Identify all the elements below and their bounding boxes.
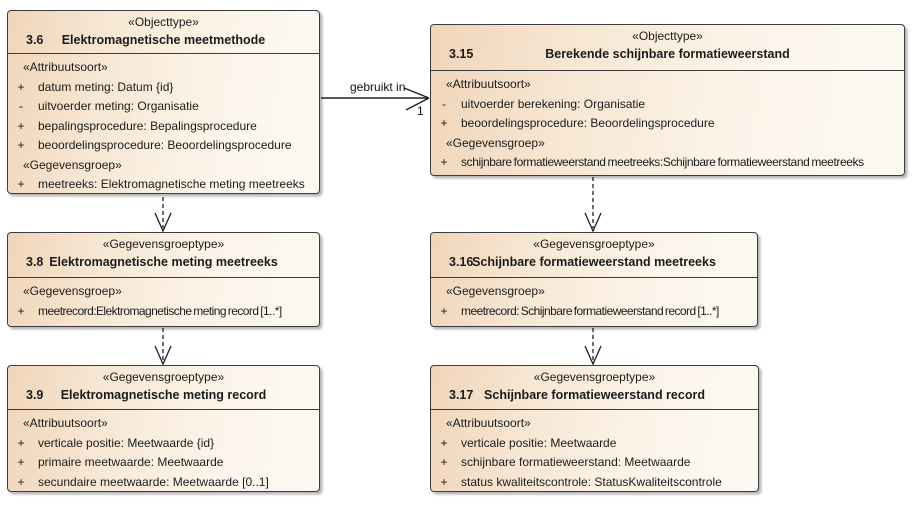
- visibility-marker: +: [440, 303, 448, 318]
- attribute-row: [431, 302, 757, 322]
- section-label: «Gegevensgroep»: [446, 135, 545, 150]
- stereotype-label: «Objecttype»: [632, 29, 703, 43]
- visibility-marker: +: [17, 177, 25, 191]
- visibility-marker: +: [17, 118, 25, 133]
- visibility-marker: +: [17, 474, 25, 489]
- stereotype-label: «Objecttype»: [128, 15, 199, 29]
- attribute-text: meetrecord: Schijnbare formatieweerstand record [1..*]: [461, 303, 719, 318]
- box-number: 3.8: [26, 255, 44, 269]
- attribute-row: [431, 453, 758, 473]
- uml-class-elektromagnetische-meting-record[interactable]: [7, 365, 320, 492]
- attribute-text: datum meting: Datum {id}: [38, 79, 174, 94]
- visibility-marker: +: [440, 455, 448, 469]
- attribute-row: [431, 434, 758, 454]
- attribute-row: [431, 153, 904, 173]
- attribute-text: schijnbare formatieweerstand: Meetwaarde: [461, 455, 691, 469]
- stereotype-label: «Gegevensgroeptype»: [102, 237, 225, 251]
- box-number: 3.9: [26, 388, 44, 402]
- uml-class-elektromagnetische-meetmethode[interactable]: [7, 10, 320, 194]
- visibility-marker: +: [440, 474, 448, 489]
- association-multiplicity: 1: [417, 104, 424, 118]
- visibility-marker: +: [17, 79, 25, 94]
- attribute-text: uitvoerder berekening: Organisatie: [461, 96, 646, 111]
- box-header: [8, 233, 319, 278]
- section-label: «Attribuutsoort»: [446, 416, 531, 430]
- attribute-text: meetreeks: Elektromagnetische meting meetreeks: [38, 177, 305, 191]
- attribute-text: beoordelingsprocedure: Beoordelingsprocedure: [461, 116, 715, 130]
- box-title: Elektromagnetische meetmethode: [61, 33, 266, 47]
- uml-class-schijnbare-formatieweerstand-record[interactable]: [430, 365, 759, 492]
- box-header: [8, 11, 319, 54]
- box-number: 3.15: [449, 47, 474, 61]
- dependency-arrow-3-15-to-3-16[interactable]: [585, 177, 601, 231]
- attribute-text: verticale positie: Meetwaarde: [461, 435, 617, 450]
- attribute-row: [8, 302, 319, 322]
- box-title: Elektromagnetische meting meetreeks: [49, 255, 278, 269]
- visibility-marker: -: [19, 99, 23, 113]
- box-body: [431, 278, 757, 321]
- attribute-row: [8, 78, 319, 98]
- box-number: 3.6: [26, 33, 44, 47]
- visibility-marker: +: [17, 455, 25, 469]
- uml-class-elektromagnetische-meting-meetreeks[interactable]: [7, 232, 320, 327]
- box-body: [8, 410, 319, 492]
- attribute-text: secundaire meetwaarde: Meetwaarde [0..1]: [38, 474, 269, 489]
- stereotype-label: «Gegevensgroeptype»: [533, 237, 655, 251]
- association-label: gebruikt in: [350, 80, 406, 94]
- attribute-text: status kwaliteitscontrole: StatusKwaliteitscontrole: [461, 474, 722, 489]
- attribute-text: beoordelingsprocedure: Beoordelingsprocedure: [38, 138, 292, 152]
- dependency-arrow-3-16-to-3-17[interactable]: [585, 328, 601, 364]
- attribute-row: [8, 473, 319, 493]
- dependency-arrow-3-6-to-3-8[interactable]: [155, 197, 171, 231]
- box-number: 3.16: [449, 255, 474, 269]
- section-label: «Gegevensgroep»: [23, 157, 122, 172]
- visibility-marker: +: [440, 435, 448, 450]
- section-label: «Attribuutsoort»: [23, 60, 108, 74]
- visibility-marker: +: [17, 138, 25, 152]
- section-label: «Gegevensgroep»: [23, 284, 122, 298]
- attribute-text: uitvoerder meting: Organisatie: [38, 99, 199, 113]
- attribute-row: [8, 117, 319, 137]
- box-body: [8, 278, 319, 321]
- box-title: Berekende schijnbare formatieweerstand: [545, 47, 790, 61]
- attribute-row: [431, 114, 904, 134]
- section-label: «Attribuutsoort»: [446, 77, 531, 91]
- visibility-marker: +: [17, 303, 25, 318]
- box-header: [431, 233, 757, 278]
- stereotype-label: «Gegevensgroeptype»: [102, 370, 225, 384]
- box-number: 3.17: [449, 388, 474, 402]
- attribute-row: [8, 453, 319, 473]
- attribute-row: [8, 175, 319, 195]
- uml-class-berekende-schijnbare-formatieweerstand[interactable]: [430, 24, 905, 176]
- dependency-arrow-3-8-to-3-9[interactable]: [155, 328, 171, 364]
- box-body: [431, 410, 758, 492]
- box-title: Elektromagnetische meting record: [60, 388, 267, 402]
- visibility-marker: +: [17, 435, 25, 450]
- box-header: [431, 25, 904, 71]
- uml-class-schijnbare-formatieweerstand-meetreeks[interactable]: [430, 232, 758, 327]
- section-label: «Gegevensgroep»: [446, 284, 545, 298]
- box-title: Schijnbare formatieweerstand meetreeks: [472, 255, 716, 269]
- attribute-text: verticale positie: Meetwaarde {id}: [38, 435, 215, 450]
- attribute-row: [431, 473, 758, 493]
- attribute-text: meetrecord:Elektromagnetische meting record [1..*]: [38, 303, 282, 318]
- attribute-text: bepalingsprocedure: Bepalingsprocedure: [38, 118, 257, 133]
- box-body: [431, 71, 904, 173]
- attribute-row: [8, 97, 319, 117]
- attribute-row: [8, 434, 319, 454]
- box-header: [431, 366, 758, 410]
- visibility-marker: -: [442, 96, 446, 111]
- box-title: Schijnbare formatieweerstand record: [484, 388, 705, 402]
- visibility-marker: +: [440, 116, 448, 130]
- section-label: «Attribuutsoort»: [23, 416, 108, 430]
- attribute-text: primaire meetwaarde: Meetwaarde: [38, 455, 224, 469]
- box-header: [8, 366, 319, 410]
- stereotype-label: «Gegevensgroeptype»: [533, 370, 656, 384]
- attribute-row: [8, 136, 319, 156]
- visibility-marker: +: [440, 155, 448, 169]
- box-body: [8, 54, 319, 195]
- attribute-row: [431, 95, 904, 115]
- attribute-text: schijnbare formatieweerstand meetreeks:Schijnbare formatieweerstand meetreeks: [461, 155, 864, 169]
